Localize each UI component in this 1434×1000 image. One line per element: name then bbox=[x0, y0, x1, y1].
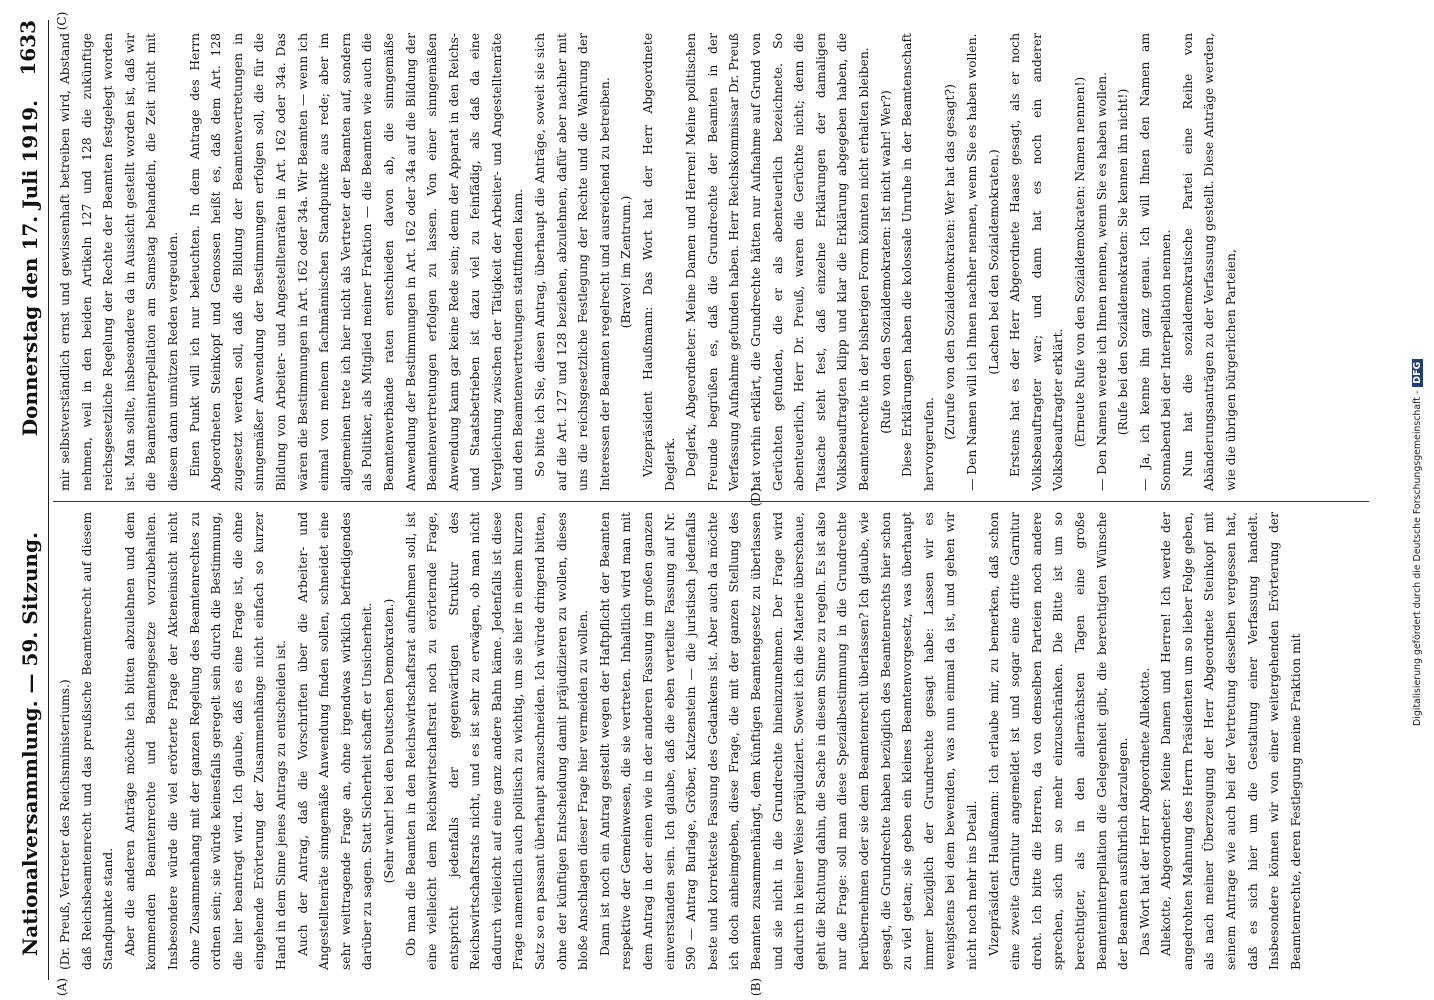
column-paragraph: Aber die anderen Anträge möchte ich bitten abzulehnen und dem kommenden Beamtenrechte und Beamtengesetze vorzubehalten. Insbesondere würde die viel erörterte Frage der Akteneinsicht nicht ohne Zusammenhang mit der ganzen Regelung des Beamtenrechtes zu ordnen sein; sie würde keinesfalls geregelt sein durch die Bestimmung, die hier beantragt wird. Ich glaube, daß es eine Frage ist, die ohne eingehende Erörterung der Zusammenhänge nicht einfach so kurzer Hand in dem Sinne jenes Antrags zu entscheiden ist. bbox=[122, 512, 288, 970]
column-paragraph: (Dr. Preuß, Vertreter des Reichsministeriums.) bbox=[58, 679, 72, 970]
interjection: (Rufe von den Sozialdemokraten: Ist nicht wahr! Wer?) bbox=[878, 90, 893, 434]
header-left: Nationalversammlung. — 59. Sitzung. bbox=[18, 532, 42, 956]
column-paragraph: Deglerk, Abgeordneter: Meine Damen und Herren! Meine politischen Freunde begrüßen es, daß die Grundrechte der Beamten in der Verfassung Aufnahme gefunden haben. Herr Reichskommissar Dr. Preuß hat vorhin erklärt, die Grundrechte hätten nur Aufnahme auf Grund von Gerüchten gefunden, die er als abenteuerlich bezeichnete. So abenteuerlich, Herr Dr. Preuß, waren die Gerüchte nicht; denn die Tatsache steht fest, daß einzelne Erklärungen der damaligen Volksbeauftragten klipp und klar die Erklärung abgegeben haben, die Beamtenrechte in der bisherigen Form könnten nicht erhalten bleiben. bbox=[684, 33, 871, 491]
page-header bbox=[14, 20, 49, 980]
column-paragraph: daß Reichsbeamtenrecht und das preußische Beamtenrecht auf diesem Standpunkte stand. bbox=[79, 512, 116, 970]
column-paragraph: Dann ist noch ein Antrag gestellt wegen der Haftpflicht der Beamten respektive der Gemeinwesen, die sie vertreten. Inhaltlich wird man mit dem Antrag in der einen wie in der anderen Fassung im großen ganzen einverstanden sein. Ich glaube, daß die eben verteilte Fassung auf Nr. 590 — Antrag Burlage, Gröber, Katzenstein — die juristisch jedenfalls beste und korrekteste Fassung des Gedankens ist. Aber auch da möchte ich doch anheimgeben, diese Frage, die mit der ganzen Stellung des Beamten zusammenhängt, dem künftigen Beamtengesetz zu überlassen und sie nicht in die Grundrechte hineinzunehmen. Der Frage wird dadurch in keiner Weise präjudiziert. Soweit ich die Materie überschaue, geht die Richtung dahin, die Sache in diesem Sinne zu regeln. Es ist also nur die Frage: soll man diese Spezialbestimmung in die Grundrechte herübernehmen oder sie dem Beamtenrecht überlassen? Ich glaube, wie gesagt, die Grundrechte haben bezüglich des Beamtenrechts hier schon zu viel getan; sie geben ein kleines Beamtenvorgesetz, was überhaupt immer bezüglich der Grundrechte gesagt habe: Lassen wir es wenigstens bei dem bewenden, was nun einmal da ist, und gehen wir nicht noch mehr ins Detail. bbox=[597, 512, 979, 970]
interjection: (Bravo! im Zentrum.) bbox=[619, 195, 634, 329]
column-paragraph: Allekotte, Abgeordneter: Meine Damen und Herren! Ich werde der angedrohten Mahnung des Herrn Präsidenten um so lieber Folge geben, als nach meiner Überzeugung der Herr Abgeordnete Steinkopf mit seinem Antrage wie auch bei der Vertretung desselben vergessen hat, daß es sich hier um die Gestaltung einer Verfassung handelt. Insbesondere können wir von einer weitergehenden Erörterung der Beamtenrechte, deren Festlegung meine Fraktion mit bbox=[1159, 512, 1303, 970]
column-divider bbox=[53, 501, 1369, 502]
column-paragraph: Das Wort hat der Herr Abgeordnete Allekotte. bbox=[1137, 667, 1152, 956]
column-paragraph: Einen Punkt will ich nur beleuchten. In dem Antrage des Herrn Abgeordneten Steinkopf und Genossen heißt es, daß dem Art. 128 zugesetzt werden soll, daß die Bildung der Beamtenvertretungen in sinngemäßer Anwendung der Bestimmungen erfolgen soll, die für die Bildung von Arbeiter- und Angestelltenräten in Art. 162 oder 34a. Das wären die Bestimmungen in Art. 162 oder 34a. Wir Beamten — wenn ich einmal von meinem fachmännischen Standpunkte aus rede; aber im allgemeinen trete ich hier nicht als Vertreter der Beamten auf, sondern als Politiker, als Mitglied meiner Fraktion — die Beamten wie auch die Beamtenverbände raten entschieden davon ab, die sinngemäße Anwendung der Bestimmungen in Art. 162 oder 34a auf die Bildung der Beamtenvertretungen erfolgen zu lassen. Von einer sinngemäßen Anwendung kann gar keine Rede sein; denn der Apparat in den Reichs- und Staatsbetrieben ist dazu viel zu feinfädig, als daß da eine Vergleichung zwischen der Tätigkeit der Arbeiter- und Angestelltenräte und den Beamtenvertretungen stattfinden kann. bbox=[187, 33, 526, 491]
column-paragraph: — Den Namen will ich Ihnen nachher nennen, wenn Sie es haben wollen. bbox=[964, 33, 979, 491]
column-paragraph: — Den Namen werde ich Ihnen nennen, wenn Sie es haben wollen. bbox=[1094, 72, 1109, 491]
margin-mark-c: (C) bbox=[55, 11, 69, 31]
page-number: 1633 bbox=[16, 20, 40, 76]
column-paragraph: Diese Erklärungen haben die kolossale Unruhe in der Beamtenschaft hervorgerufen. bbox=[900, 33, 936, 491]
column-paragraph: Ob man die Beamten in den Reichswirtschaftsrat aufnehmen soll, ist eine vielleicht dem Reichswirtschaftsrat noch zu erörternde Frage, entspricht jedenfalls der gegenwärtigen Struktur des Reichswirtschaftsrats nicht, und es ist sehr zu erwägen, ob man nicht dadurch vielleicht auf eine ganz andere Bahn käme. Jedenfalls ist diese Frage namentlich auch politisch zu wichtig, um sie hier in einem kurzen Satz so en passant überhaupt anzuschneiden. Ich würde dringend bitten, ohne der künftigen Entscheidung damit präjudizieren zu wollen, dieses bloße Anschlagen dieser Frage hier vermeiden zu wollen. bbox=[403, 512, 591, 970]
column-paragraph: — Ja, ich kenne ihn ganz genau. Ich will Ihnen den Namen am Sonnabend bei der Interpellation nennen. bbox=[1137, 33, 1174, 491]
text-columns bbox=[49, 11, 1369, 997]
interjection: (Zurufe von den Sozialdemokraten: Wer hat das gesagt?) bbox=[943, 84, 958, 440]
credit-text: Digitalisierung gefördert durch die Deutsche Forschungsgemeinschaft - bbox=[1412, 390, 1423, 726]
margin-mark-d: (D) bbox=[749, 487, 763, 507]
column-paragraph: Auch der Antrag, daß die Vorschriften über die Arbeiter- und Angestelltenräte sinngemäße Anwendung finden sollen, schneidet eine sehr weittragende Frage an, ohne irgendwas wirklich befriedigendes darüber zu sagen. Statt Sicherheit schafft er Unsicherheit. bbox=[295, 512, 375, 970]
column-paragraph: So bitte ich Sie, diesen Antrag, überhaupt die Anträge, soweit sie sich auf die Art. 127 und 128 beziehen, abzulehnen, dafür aber nachher mit uns die reichsgesetzliche Festlegung der Rechte und die Wahrung der Interessen der Beamten regelrecht und ausreichend zu betreiben. bbox=[533, 33, 612, 491]
column-paragraph: Erstens hat es der Herr Abgeordnete Haase gesagt, als er noch Volksbeauftragter war; und dann hat es noch ein anderer Volksbeauftragter erklärt. bbox=[1008, 33, 1066, 491]
left-column bbox=[49, 502, 1369, 980]
header-date: Donnerstag den 17. Juli 1919. bbox=[18, 100, 42, 437]
digitization-credit bbox=[1408, 6, 1430, 726]
margin-mark-b: (B) bbox=[749, 977, 763, 997]
column-paragraph: Vizepräsident Haußmann: Ich erlaube mir, zu bemerken, daß schon eine zweite Garnitur angemeldet ist und sogar eine dritte Garnitur droht. Ich bitte die Herren, da von denselben Parteien noch andere sprechen, sich um so mehr einzuschränken. Die Bitte ist um so berechtigter, als in den allernächsten Tagen eine große Beamteninterpellation die Gelegenheit gibt, die berechtigten Wünsche der Beamten ausführlich darzulegen. bbox=[986, 512, 1131, 970]
dfg-logo: DFG bbox=[1412, 359, 1423, 387]
interjection: (Erneute Rufe von den Sozialdemokraten: Namen nennen!) bbox=[1072, 76, 1087, 448]
interjection: (Rufe bei den Sozialdemokraten: Sie kennen ihn nicht!) bbox=[1116, 88, 1131, 436]
interjection: (Sehr wahr! bei den Deutschen Demokraten.) bbox=[381, 598, 396, 884]
right-column bbox=[49, 23, 1369, 501]
margin-mark-a: (A) bbox=[55, 977, 69, 997]
column-paragraph: Nun hat die sozialdemokratische Partei eine Reihe von Abänderungsanträgen zu der Verfassung gestellt. Diese Anträge werden, wie die übrigen bürgerlichen Parteien, bbox=[1180, 33, 1239, 491]
column-paragraph: Vizepräsident Haußmann: Das Wort hat der Herr Abgeordnete Deglerk. bbox=[641, 33, 677, 491]
interjection: (Lachen bei den Sozialdemokraten.) bbox=[986, 149, 1001, 375]
column-paragraph: mir selbstverständlich ernst und gewissenhaft betreiben wird, Abstand nehmen, weil in den beiden Artikeln 127 und 128 die zukünftige reichsgesetzliche Regelung der Rechte der Beamten festgelegt worden ist. Man sollte, insbesondere da in Aussicht gestellt worden ist, daß wir die Beamteninterpellation am Samstag behandeln, die Zeit nicht mit diesem dann unnützen Reden vergeuden. bbox=[58, 33, 180, 491]
